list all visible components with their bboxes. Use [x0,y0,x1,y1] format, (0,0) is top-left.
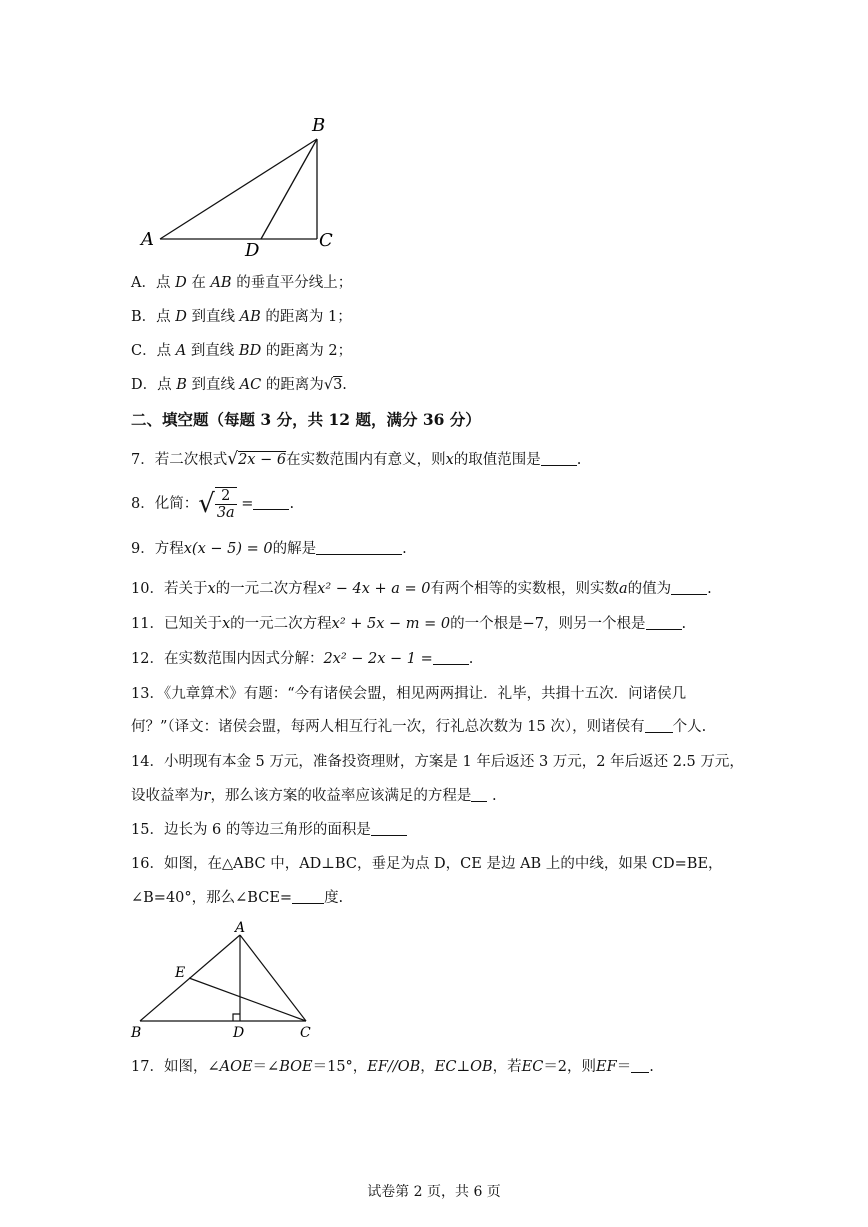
section-title: 二、填空题（每题 3 分，共 12 题，满分 36 分） [131,410,481,429]
figure-triangle-median [0,915,868,1045]
question-10: 10．若关于x的一元二次方程x² − 4x + a = 0有两个相等的实数根，则实数a的值为 . [131,581,712,597]
question-13-line2: 何？”（译文：诸侯会盟，每两人相互行礼一次，行礼总次数为 15 次），则诸侯有 个人. [131,719,707,735]
answer-blank[interactable] [292,888,324,904]
label-A: A [141,229,154,250]
question-8: 8．化简：√ $\frac{2}{3a}$ = . [131,488,295,521]
sqrt-sign: √ [227,449,239,469]
question-7: 7．若二次根式√2x − 6在实数范围内有意义，则x的取值范围是 . [131,449,582,469]
question-14-line2: 设收益率为r，那么该方案的收益率应该满足的方程是 . [131,788,497,804]
question-11: 11．已知关于x的一元二次方程x² + 5x − m = 0的一个根是−7，则另一个根是 . [131,616,687,632]
label-A: A [235,920,246,936]
label-C: C [319,230,333,251]
label-E: E [175,965,186,981]
label-D: D [233,1025,245,1041]
figure-triangle-abd [0,0,868,270]
question-16-line2: ∠B=40°，那么∠BCE= 度. [131,890,344,906]
option-d: D．点 B 到直线 AC 的距离为√3. [131,377,347,393]
answer-blank[interactable] [316,539,402,555]
fraction: $\frac{2}{3a}$ [216,488,235,521]
question-13-line1: 13．《九章算术》有题：“今有诸侯会盟，相见两两揖让．礼毕，共揖十五次．问诸侯几 [131,686,687,702]
answer-blank[interactable] [541,450,577,466]
question-9: 9．方程x(x − 5) = 0的解是 . [131,541,407,557]
answer-blank[interactable] [645,717,673,733]
answer-blank[interactable] [471,786,487,802]
answer-blank[interactable] [646,614,682,630]
answer-blank[interactable] [671,579,707,595]
question-15: 15．边长为 6 的等边三角形的面积是 [131,820,407,840]
question-17: 17．如图，∠AOE＝∠BOE＝15°，EF//OB，EC⊥OB，若EC＝2，则EF＝ . [131,1059,654,1075]
question-12: 12．在实数范围内因式分解：2x² − 2x − 1 = . [131,651,474,667]
label-B: B [131,1025,142,1041]
answer-blank[interactable] [371,820,407,836]
option-c: C．点 A 到直线 BD 的距离为 2； [131,343,353,359]
sqrt-sign: √ [323,377,334,393]
page-footer: 试卷第 2 页，共 6 页 [367,1184,501,1200]
answer-blank[interactable] [631,1057,649,1073]
question-14-line1: 14．小明现有本金 5 万元，准备投资理财，方案是 1 年后返还 3 万元，2 年后返还 2.5 万元， [131,754,744,770]
option-b: B．点 D 到直线 AB 的距离为 1； [131,309,352,325]
label-C: C [300,1025,311,1041]
sqrt-sign: √ [198,489,215,519]
answer-blank[interactable] [253,494,289,510]
option-a: A．点 D 在 AB 的垂直平分线上； [131,275,353,291]
label-B: B [312,115,326,136]
question-16-line1: 16．如图，在△ABC 中，AD⊥BC，垂足为点 D，CE 是边 AB 上的中线，如果 CD=BE， [131,856,723,872]
answer-blank[interactable] [433,649,469,665]
label-D: D [245,240,260,261]
